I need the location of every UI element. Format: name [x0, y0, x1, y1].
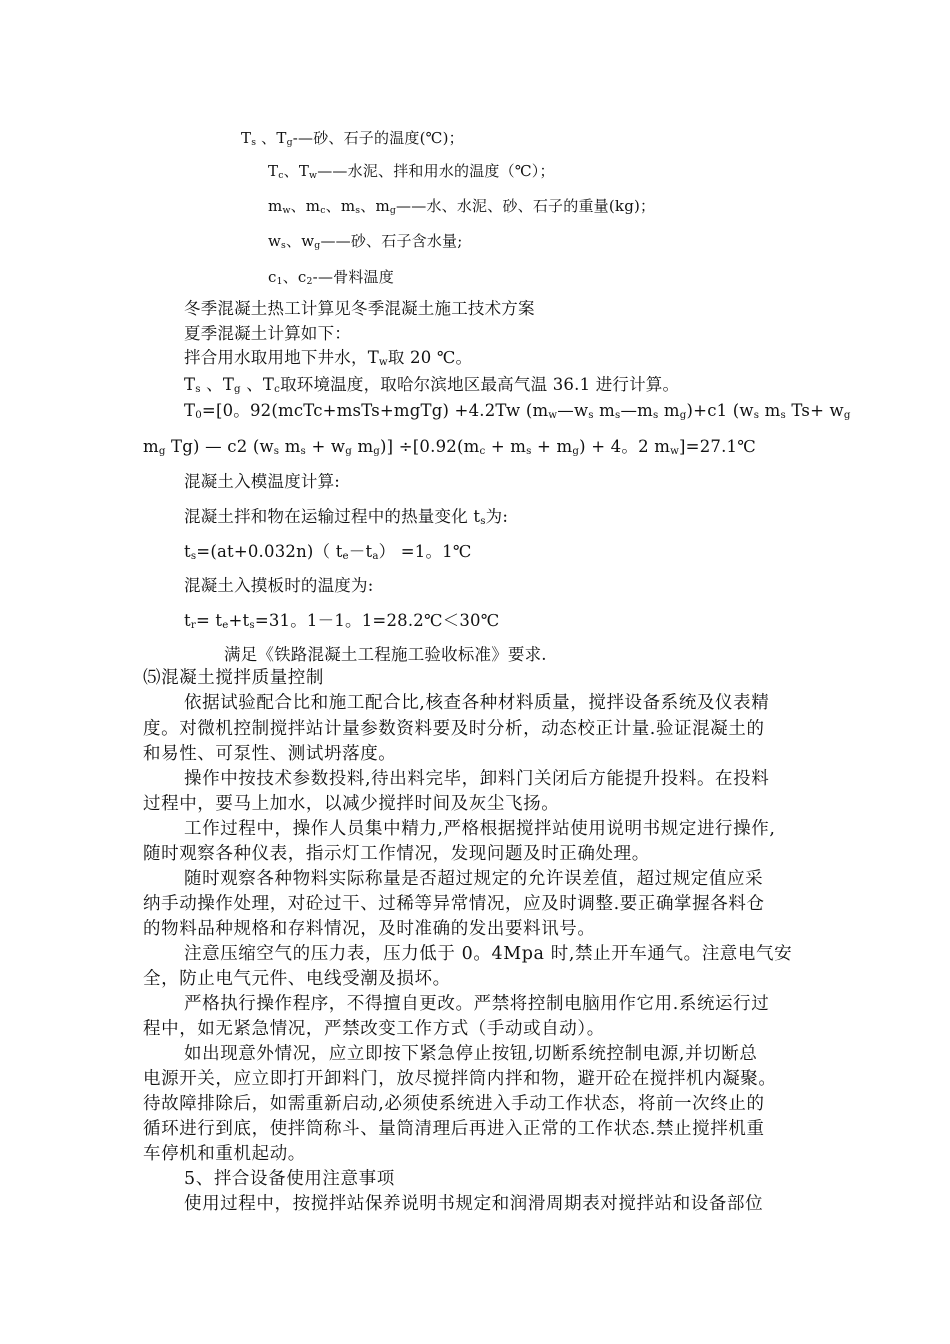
paragraph-line	[143, 1093, 765, 1115]
text-run: )+c1 (w	[686, 401, 754, 420]
subscript: w	[670, 446, 680, 457]
formwork-temp-line	[184, 575, 373, 597]
subscript: s	[281, 240, 287, 251]
subscript: s	[251, 137, 257, 148]
text-run: 严格执行操作程序，不得擅自更改。严禁将控制电脑用作它用.系统运行过	[184, 994, 770, 1014]
subscript: c	[479, 446, 486, 457]
paragraph-line	[143, 893, 765, 915]
text-run: 、T	[200, 375, 235, 394]
winter-calc-note	[184, 298, 535, 320]
subscript: g	[572, 446, 580, 457]
text-run: 、T	[240, 375, 275, 394]
transport-heat-line	[184, 506, 508, 528]
subscript: s	[753, 410, 760, 421]
text-run: －t	[348, 542, 373, 561]
text-run: -—骨料温度	[312, 268, 394, 286]
paragraph-line	[184, 868, 763, 890]
text-run: t	[184, 542, 191, 561]
text-run: + m	[531, 437, 573, 456]
subscript: r	[190, 620, 196, 631]
subscript: g	[158, 446, 166, 457]
text-run: T	[184, 401, 196, 420]
text-run: -—砂、石子的温度(℃)；	[292, 129, 464, 147]
text-run: 的物料品种规格和存料情况，及时准确的发出要料讯号。	[143, 919, 596, 939]
subscript: g	[286, 137, 293, 148]
text-run: m	[593, 401, 616, 420]
text-run: m	[352, 437, 374, 456]
paragraph-line	[184, 818, 776, 840]
formula-tr-line	[184, 610, 499, 632]
text-run: 、m	[360, 197, 390, 215]
text-run: 操作中按技术参数投料,待出料完毕，卸料门关闭后方能提升投料。在投料	[184, 769, 770, 789]
subscript: s	[653, 410, 659, 421]
text-run: 随时观察各种仪表，指示灯工作情况，发现问题及时正确处理。	[143, 844, 650, 864]
text-run: 夏季混凝土计算如下：	[184, 324, 351, 343]
text-run: 、w	[286, 232, 315, 250]
text-run: ——砂、石子含水量;	[320, 232, 463, 250]
paragraph-line	[143, 793, 559, 815]
section-heading-equipment-notes	[184, 1168, 395, 1190]
paragraph-line	[184, 943, 792, 965]
text-run: +t	[228, 611, 250, 630]
text-run: 纳手动操作处理，对砼过干、过稀等异常情况，应及时调整.要正确掌握各料仓	[143, 894, 765, 914]
subscript: c	[320, 205, 326, 216]
text-run: 满足《铁路混凝土工程施工验收标准》要求.	[224, 645, 547, 664]
subscript: c	[274, 384, 281, 395]
subscript: a	[372, 551, 379, 562]
paragraph-line	[143, 1118, 765, 1140]
text-run: T	[241, 129, 252, 147]
paragraph-line	[143, 968, 451, 990]
text-run: t	[184, 611, 191, 630]
subscript: s	[355, 205, 361, 216]
text-run: + m	[485, 437, 527, 456]
subscript: s	[526, 446, 532, 457]
text-run: 、T	[283, 162, 310, 180]
text-run: 待故障排除后，如需重新启动,必须使系统进入手动工作状态，将前一次终止的	[143, 1094, 765, 1114]
variable-definition-ts-tg	[241, 127, 464, 149]
text-run: T	[268, 162, 279, 180]
text-run: ） =1。1℃	[378, 542, 472, 561]
text-run: 注意压缩空气的压力表，压力低于 0。4Mpa 时,禁止开车通气。注意电气安	[184, 944, 793, 964]
text-run: 程中，如无紧急情况，严禁改变工作方式（手动或自动）。	[143, 1019, 605, 1039]
text-run: T	[184, 375, 196, 394]
text-run: 使用过程中，按搅拌站保养说明书规定和润滑周期表对搅拌站和设备部位	[184, 1194, 764, 1214]
subscript: w	[309, 170, 318, 181]
text-run: ⑸混凝土搅拌质量控制	[143, 668, 324, 688]
text-run: 电源开关，应立即打开卸料门，放尽搅拌筒内拌和物，避开砼在搅拌机内凝聚。	[143, 1069, 777, 1089]
text-run: 过程中，要马上加水，以减少搅拌时间及灰尘飞扬。	[143, 794, 560, 814]
subscript: 1	[276, 276, 283, 287]
text-run: m	[268, 197, 283, 215]
text-run: 循环进行到底，使拌筒称斗、量筒清理后再进入正常的工作状态.禁止搅拌机重	[143, 1119, 765, 1139]
subscript: w	[378, 357, 388, 368]
subscript: w	[548, 410, 558, 421]
text-run: 、m	[325, 197, 356, 215]
text-run: ——水、水泥、砂、石子的重量(kg)；	[396, 197, 656, 215]
formula-t0-line-1	[184, 400, 851, 422]
subscript: s	[300, 446, 306, 457]
text-run: )] ÷[0.92(m	[380, 437, 480, 456]
variable-definition-tc-tw	[268, 160, 555, 182]
text-run: 如出现意外情况，应立即按下紧急停止按钮,切断系统控制电源,并切断总	[184, 1044, 758, 1064]
text-run: 取 20 ℃。	[387, 348, 473, 367]
subscript: e	[342, 551, 349, 562]
text-run: 混凝土入模温度计算:	[184, 472, 341, 491]
subscript: g	[345, 446, 352, 457]
text-run: ——水泥、拌和用水的温度（℃）；	[317, 162, 555, 180]
paragraph-line	[143, 718, 765, 740]
subscript: s	[480, 516, 486, 527]
text-run: —w	[557, 401, 589, 420]
subscript: s	[195, 384, 201, 395]
text-run: 工作过程中，操作人员集中精力,严格根据搅拌站使用说明书规定进行操作,	[184, 819, 776, 839]
subscript: s	[780, 410, 786, 421]
subscript: 0	[195, 410, 202, 421]
text-run: 车停机和重机起动。	[143, 1144, 306, 1164]
paragraph-line	[184, 993, 769, 1015]
text-run: 和易性、可泵性、测试坍落度。	[143, 744, 397, 764]
text-run: 全，防止电气元件、电线受潮及损坏。	[143, 969, 451, 989]
variable-definition-masses	[268, 195, 655, 217]
subscript: w	[282, 205, 291, 216]
text-run: 、c	[282, 268, 307, 286]
water-source-line	[184, 347, 472, 369]
paragraph-line	[184, 1193, 763, 1215]
paragraph-line	[143, 918, 596, 940]
text-run: —m	[620, 401, 654, 420]
subscript: 2	[306, 276, 313, 287]
subscript: g	[679, 410, 687, 421]
text-run: 、m	[290, 197, 321, 215]
text-run: =(at+0.032n)（ t	[196, 542, 343, 561]
text-run: Ts+ w	[785, 401, 844, 420]
text-run: 混凝土入摸板时的温度为:	[184, 576, 374, 595]
variable-definition-aggregate-temp	[268, 266, 394, 288]
subscript: s	[273, 446, 280, 457]
text-run: Tg) — c2 (w	[165, 437, 274, 456]
paragraph-line	[143, 1143, 306, 1165]
subscript: g	[314, 240, 321, 251]
paragraph-line	[184, 692, 769, 714]
variable-definition-water-content	[268, 230, 463, 252]
text-run: ]=27.1℃	[679, 437, 756, 456]
text-run: =31。1－1。1=28.2℃＜30℃	[254, 611, 500, 630]
paragraph-line	[143, 743, 396, 765]
text-run: 依据试验配合比和施工配合比,核查各种材料质量，搅拌设备系统及仪表精	[184, 693, 770, 713]
subscript: c	[278, 170, 284, 181]
subscript: g	[843, 410, 851, 421]
paragraph-line	[184, 768, 769, 790]
text-run: = t	[195, 611, 223, 630]
text-run: 混凝土拌和物在运输过程中的热量变化 t	[184, 507, 481, 526]
text-run: 、T	[256, 129, 287, 147]
subscript: s	[588, 410, 594, 421]
subscript: s	[249, 620, 255, 631]
paragraph-line	[143, 843, 650, 865]
summer-calc-heading	[184, 323, 351, 345]
text-run: 冬季混凝土热工计算见冬季混凝土施工技术方案	[184, 299, 535, 318]
section-heading-mixing-quality	[143, 667, 324, 689]
text-run: c	[268, 268, 277, 286]
text-run: 5、拌合设备使用注意事项	[184, 1169, 395, 1189]
text-run: 为:	[485, 507, 509, 526]
standard-compliance-line	[224, 644, 547, 666]
text-run: + w	[306, 437, 346, 456]
formula-ts-line	[184, 541, 472, 563]
mold-temp-heading	[184, 471, 340, 493]
subscript: s	[190, 551, 197, 562]
text-run: 拌合用水取用地下井水，T	[184, 348, 379, 367]
paragraph-line	[143, 1068, 777, 1090]
text-run: w	[268, 232, 282, 250]
text-run: 取环境温度，取哈尔滨地区最高气温 36.1 进行计算。	[280, 375, 680, 394]
paragraph-line	[143, 1018, 605, 1040]
text-run: 随时观察各种物料实际称量是否超过规定的允许误差值，超过规定值应采	[184, 869, 764, 889]
subscript: s	[615, 410, 621, 421]
text-run: =[0。92(mcTc+msTs+mgTg) +4.2Tw (m	[201, 401, 549, 420]
text-run: m	[143, 437, 159, 456]
text-run: m	[279, 437, 301, 456]
formula-t0-line-2	[143, 436, 756, 458]
subscript: g	[389, 205, 397, 216]
text-run: m	[658, 401, 680, 420]
paragraph-line	[184, 1043, 757, 1065]
env-temp-line	[184, 374, 679, 396]
subscript: g	[373, 446, 381, 457]
subscript: e	[222, 620, 229, 631]
text-run: ) + 4。2 m	[579, 437, 671, 456]
subscript: g	[234, 384, 241, 395]
text-run: 度。对微机控制搅拌站计量参数资料要及时分析，动态校正计量.验证混凝土的	[143, 719, 765, 739]
text-run: m	[759, 401, 781, 420]
